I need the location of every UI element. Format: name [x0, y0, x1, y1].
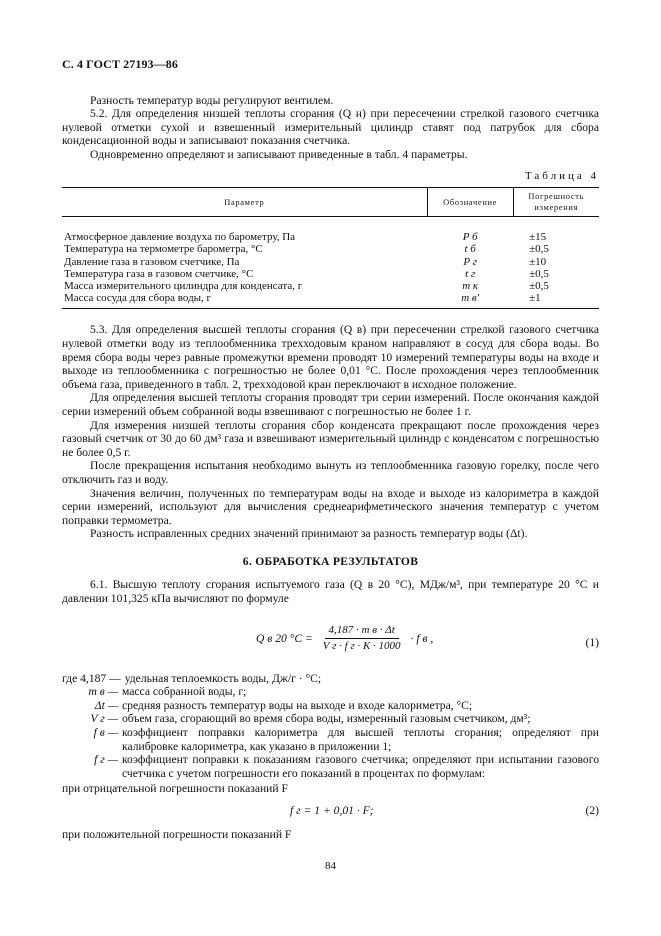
paragraph: Для определения высшей теплоты сгорания проводят три серии измерений. После окончания каждой серии измерений объем собранной воды взвешивают с погрешностью не более 1 г.	[62, 391, 599, 418]
table-row	[62, 292, 599, 309]
paragraph: Одновременно определяют и записывают приведенные в табл. 4 параметры.	[90, 147, 468, 161]
paragraph: 5.2. Для определения низшей теплоты сгорания (Q н) при пересечении стрелкой газового счетчика нулевой отметки сухой и взвешенный измерительный цилиндр ставят под патрубок для сбора конденсационной воды и записывают показания счетчика.	[62, 107, 599, 148]
table-caption: Таблица 4	[524, 169, 599, 182]
table-cell: Масса сосуда для сбора воды, г	[62, 292, 427, 309]
table-cell: ±0,5	[529, 279, 549, 292]
paragraph: при отрицательной погрешности показаний F	[62, 782, 288, 796]
formula-denominator: V г · f г · K · 1000	[322, 640, 401, 653]
paragraph: После прекращения испытания необходимо вынуть из теплообменника газовую горелку, после чего отключить газ и воду.	[62, 459, 599, 486]
definition-text: коэффициент поправки к показаниям газового счетчика; определяют при испытании газового счетчика с учетом погрешности его показаний в процентах по формулам:	[122, 753, 599, 780]
table-cell: ±0,5	[529, 243, 549, 256]
definition-item	[62, 699, 599, 713]
formula-1	[62, 618, 599, 664]
table-row	[62, 243, 599, 255]
definition-item	[62, 685, 599, 699]
definition-symbol: V г —	[90, 712, 118, 726]
table-cell: ±1	[513, 292, 599, 309]
definition-list	[62, 672, 599, 781]
column-header: Обозначение	[427, 188, 513, 217]
page-header: С. 4 ГОСТ 27193—86	[62, 57, 178, 71]
table-cell: P г	[463, 255, 477, 268]
paragraph: Разность температур воды регулируют вентилем.	[90, 93, 334, 107]
equation-number: (2)	[585, 804, 599, 817]
page-number: 84	[325, 860, 336, 872]
table-row	[62, 217, 599, 244]
formula-2	[62, 802, 599, 824]
paragraph: 5.3. Для определения высшей теплоты сгорания (Q в) при пересечении стрелкой газового счетчика нулевой отметки воду из теплообменника трехходовым краном направляют в сосуд для сбора воды. Во время сбора воды через равные промежутки времени проводят 10 измерений температуры воды на входе и выходе из теплообменника с погрешностью не более 0,01 °С. После прохождения через теплообменник объема газа, приведенного в табл. 2, трехходовой кран переключают в исходное положение.	[62, 323, 599, 391]
table-row	[62, 268, 599, 280]
formula-lhs: Q в 20 °С =	[256, 631, 313, 645]
formula-numerator: 4,187 · m в · Δt	[325, 624, 399, 640]
definition-symbol: f г —	[94, 753, 118, 767]
table-cell: ±10	[529, 255, 547, 268]
paragraph: Значения величин, полученных по температурам воды на входе и выходе из калориметра в каждой серии измерений, используют для вычисления среднеарифметического значения температур с учетом поправки термометра.	[62, 486, 599, 527]
table-cell: Температура на термометре барометра, °С	[64, 243, 263, 256]
table-cell: ±15	[529, 231, 547, 244]
definition-symbol: f в —	[93, 726, 118, 740]
definition-item	[62, 726, 599, 753]
definition-symbol: где 4,187 —	[62, 671, 121, 685]
definition-text: удельная теплоемкость воды, Дж/г · °С;	[124, 671, 322, 685]
table-cell: Масса измерительного цилиндра для конденсата, г	[64, 279, 303, 292]
definition-item	[62, 753, 599, 780]
definition-item	[62, 672, 599, 686]
definition-text: коэффициент поправки калориметра для высшей теплоты сгорания; определяют при калибровке калориметра, как указано в приложении 1;	[122, 726, 599, 753]
definition-symbol: m в —	[88, 685, 118, 699]
column-header: Погрешность измерения	[513, 188, 599, 217]
table-cell: m к	[462, 279, 479, 292]
paragraph: при положительной погрешности показаний F	[62, 828, 292, 841]
table-cell: t г	[465, 267, 476, 280]
formula-expression: f г = 1 + 0,01 · F;	[290, 804, 374, 817]
table-cell: ±0,5	[529, 267, 549, 280]
column-header: Параметр	[62, 188, 427, 217]
document-page	[62, 58, 599, 842]
table-row	[62, 256, 599, 268]
paragraph: 6.1. Высшую теплоту сгорания испытуемого газа (Q в 20 °С), МДж/м³, при температуре 20 °С и давлении 101,325 кПа вычисляют по формуле	[62, 578, 599, 606]
definition-symbol: Δt —	[94, 698, 118, 712]
table-cell: Температура газа в газовом счетчике, °С	[64, 267, 254, 280]
table-cell: Давление газа в газовом счетчике, Па	[64, 255, 240, 268]
table-cell: m в'	[427, 292, 513, 309]
table-cell: t б	[464, 243, 476, 256]
definition-item	[62, 712, 599, 726]
formula-tail: · f в ,	[410, 631, 434, 645]
table-cell: P б	[462, 231, 478, 244]
section-title: 6. ОБРАБОТКА РЕЗУЛЬТАТОВ	[242, 554, 419, 568]
paragraph: Для измерения низшей теплоты сгорания сбор конденсата прекращают после прохождения через газовый счетчик от 30 до 60 дм³ газа и взвешивают измерительный цилиндр с конденсатом с погрешностью не более 0,5 г.	[62, 418, 599, 459]
paragraph: Разность исправленных средних значений принимают за разность температур воды (Δt).	[90, 527, 528, 541]
formula-fraction	[319, 624, 405, 654]
definition-text: средняя разность температур воды на выходе и входе калориметра, °С;	[122, 698, 473, 712]
definition-text: масса собранной воды, г;	[122, 685, 247, 699]
equation-number: (1)	[585, 635, 599, 649]
definition-text: объем газа, сгорающий во время сбора воды, измеренный газовым счетчиком, дм³;	[122, 712, 531, 726]
parameters-table	[62, 187, 599, 309]
table-cell: Атмосферное давление воздуха по барометру, Па	[64, 231, 296, 244]
table-row	[62, 280, 599, 292]
